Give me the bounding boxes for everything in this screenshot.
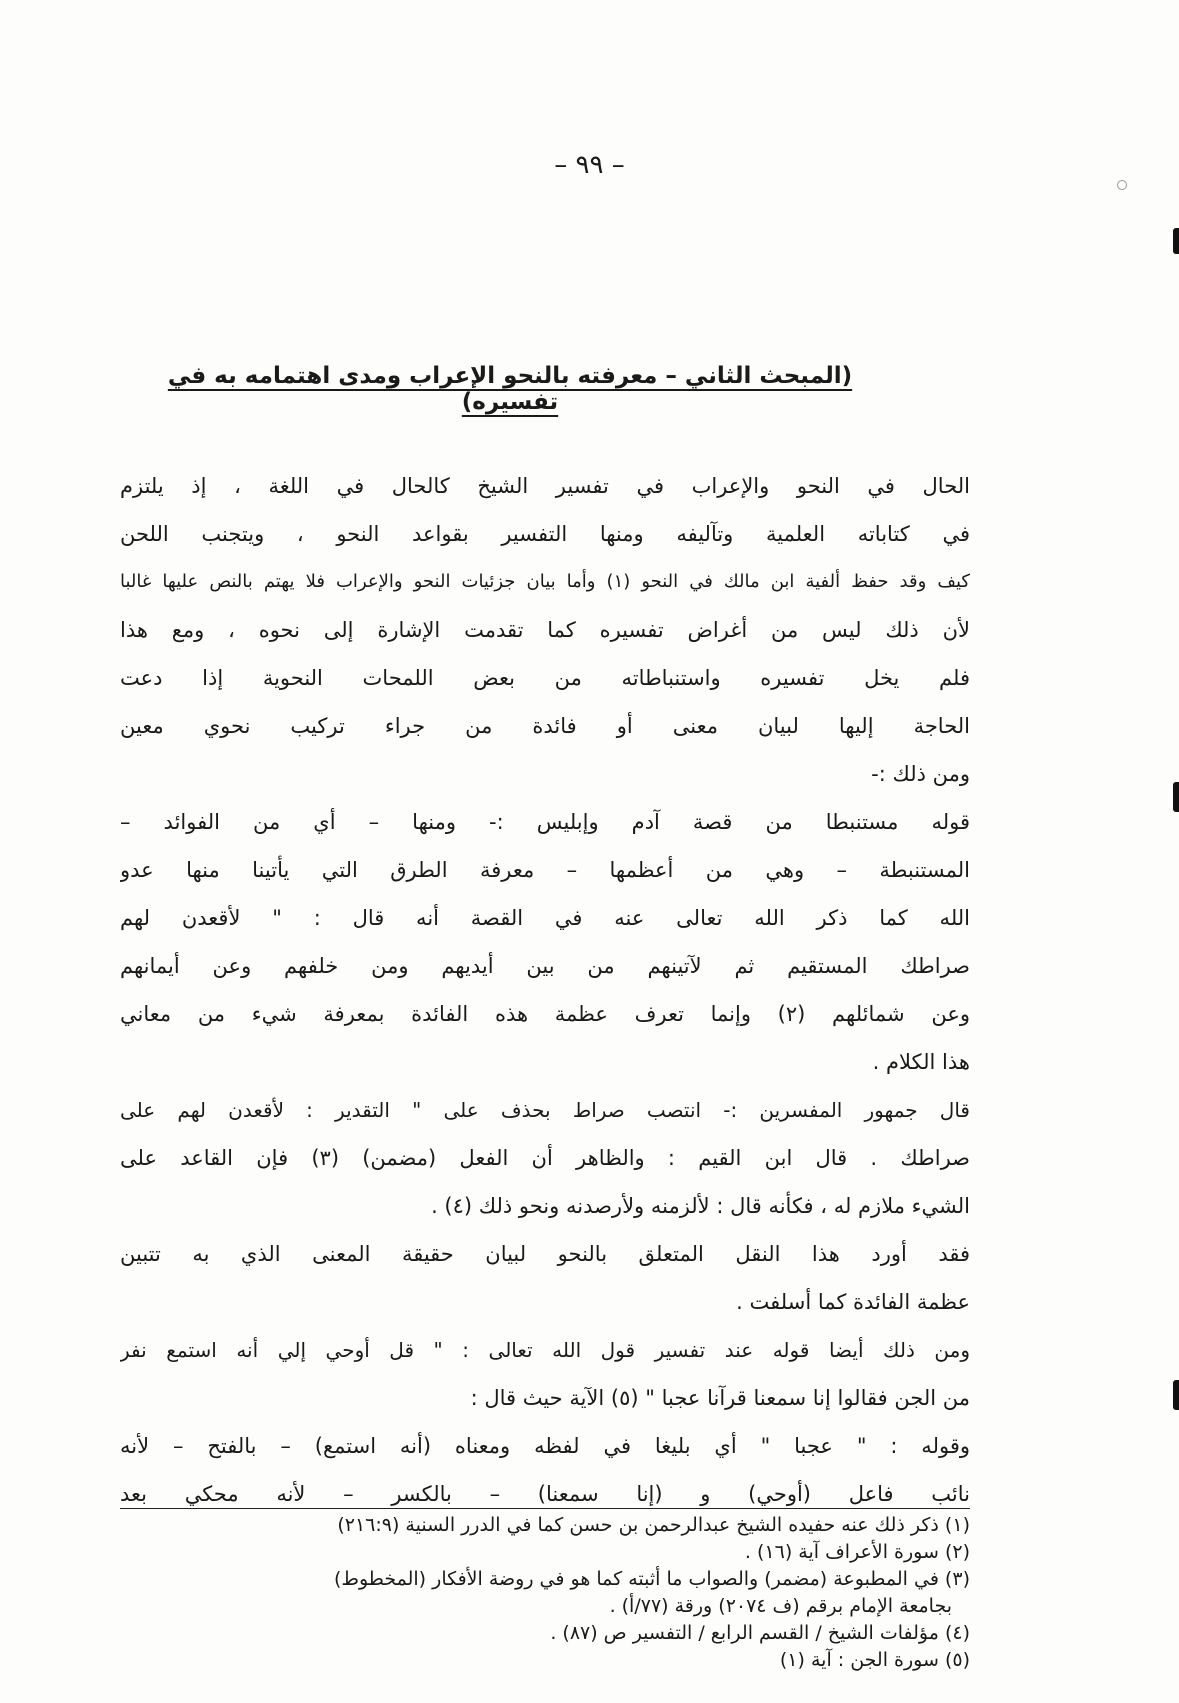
body-line: الله كما ذكر الله تعالى عنه في القصة أنه قال : " لأقعدن لهم [120,906,970,930]
body-line: الحاجة إليها لبيان معنى أو فائدة من جراء تركيب نحوي معين [120,714,970,738]
footnote-item: (٤) مؤلفات الشيخ / القسم الرابع / التفسير ص (٨٧) . [550,1622,970,1644]
scan-edge-mark [1173,228,1179,254]
body-line: نائب فاعل (أوحي) و (إنا سمعنا) – بالكسر – لأنه محكي بعد [120,1482,970,1506]
body-line: هذا الكلام . [872,1050,970,1074]
body-line: فلم يخل تفسيره واستنباطاته من بعض اللمحات النحوية إذا دعت [120,666,970,690]
body-line: وعن شمائلهم (٢) وإنما تعرف عظمة هذه الفائدة بمعرفة شيء من معاني [120,1002,970,1026]
footnote-divider [120,1508,970,1509]
body-line: عظمة الفائدة كما أسلفت . [736,1290,970,1314]
body-line: في كتاباته العلمية وتآليفه ومنها التفسير بقواعد النحو ، ويتجنب اللحن [120,522,970,546]
scan-edge-mark [1173,782,1179,812]
page-number: – ٩٩ – [554,150,625,180]
body-line: ومن ذلك أيضا قوله عند تفسير قول الله تعالى : " قل أوحي إلي أنه استمع نفر [120,1338,970,1362]
body-line: لأن ذلك ليس من أغراض تفسيره كما تقدمت الإشارة إلى نحوه ، ومع هذا [120,618,970,642]
footnotes [80,1512,970,1674]
body-line: فقد أورد هذا النقل المتعلق بالنحو لبيان حقيقة المعنى الذي به تتبين [120,1242,970,1266]
body-line: كيف وقد حفظ ألفية ابن مالك في النحو (١) وأما بيان جزئيات النحو والإعراب فلا يهتم بالنص عليها غالبا [120,571,970,592]
body-line: الشيء ملازم له ، فكأنه قال : لألزمنه ولأرصدنه ونحو ذلك (٤) . [431,1194,970,1218]
footnote-item: (١) ذكر ذلك عنه حفيده الشيخ عبدالرحمن بن حسن كما في الدرر السنية (٢١٦:٩) [337,1514,970,1536]
body-line: قال جمهور المفسرين :- انتصب صراط بحذف على " التقدير : لأقعدن لهم على [120,1098,970,1122]
body-line: من الجن فقالوا إنا سمعنا قرآنا عجبا " (٥) الآية حيث قال : [470,1386,970,1410]
body-line: الحال في النحو والإعراب في تفسير الشيخ كالحال في اللغة ، إذ يلتزم [120,474,970,498]
footnote-item-continuation: بجامعة الإمام برقم (ف ٢٠٧٤) ورقة (٧٧/أ) . [609,1595,952,1617]
body-line: ومن ذلك :- [871,762,970,786]
footnote-item: (٣) في المطبوعة (مضمر) والصواب ما أثبته كما هو في روضة الأفكار (المخطوط) [333,1568,970,1590]
section-heading: (المبحث الثاني – معرفته بالنحو الإعراب ومدى اهتمامه به في تفسيره) [167,363,853,415]
body-line: وقوله : " عجبا " أي بليغا في لفظه ومعناه (أنه استمع) – بالفتح – لأنه [120,1434,970,1458]
body-text [120,462,970,1518]
body-line: المستنبطة – وهي من أعظمها – معرفة الطرق التي يأتينا منها عدو [120,858,970,882]
body-line: صراطك . قال ابن القيم : والظاهر أن الفعل (مضمن) (٣) فإن القاعد على [120,1146,970,1170]
scan-edge-mark [1173,1380,1179,1410]
body-line: صراطك المستقيم ثم لآتينهم من بين أيديهم ومن خلفهم وعن أيمانهم [120,954,970,978]
footnote-item: (٢) سورة الأعراف آية (١٦) . [744,1541,970,1563]
footnote-item: (٥) سورة الجن : آية (١) [779,1649,970,1671]
body-line: قوله مستنبطا من قصة آدم وإبليس :- ومنها – أي من الفوائد – [120,810,970,834]
scan-speck [1117,180,1127,190]
